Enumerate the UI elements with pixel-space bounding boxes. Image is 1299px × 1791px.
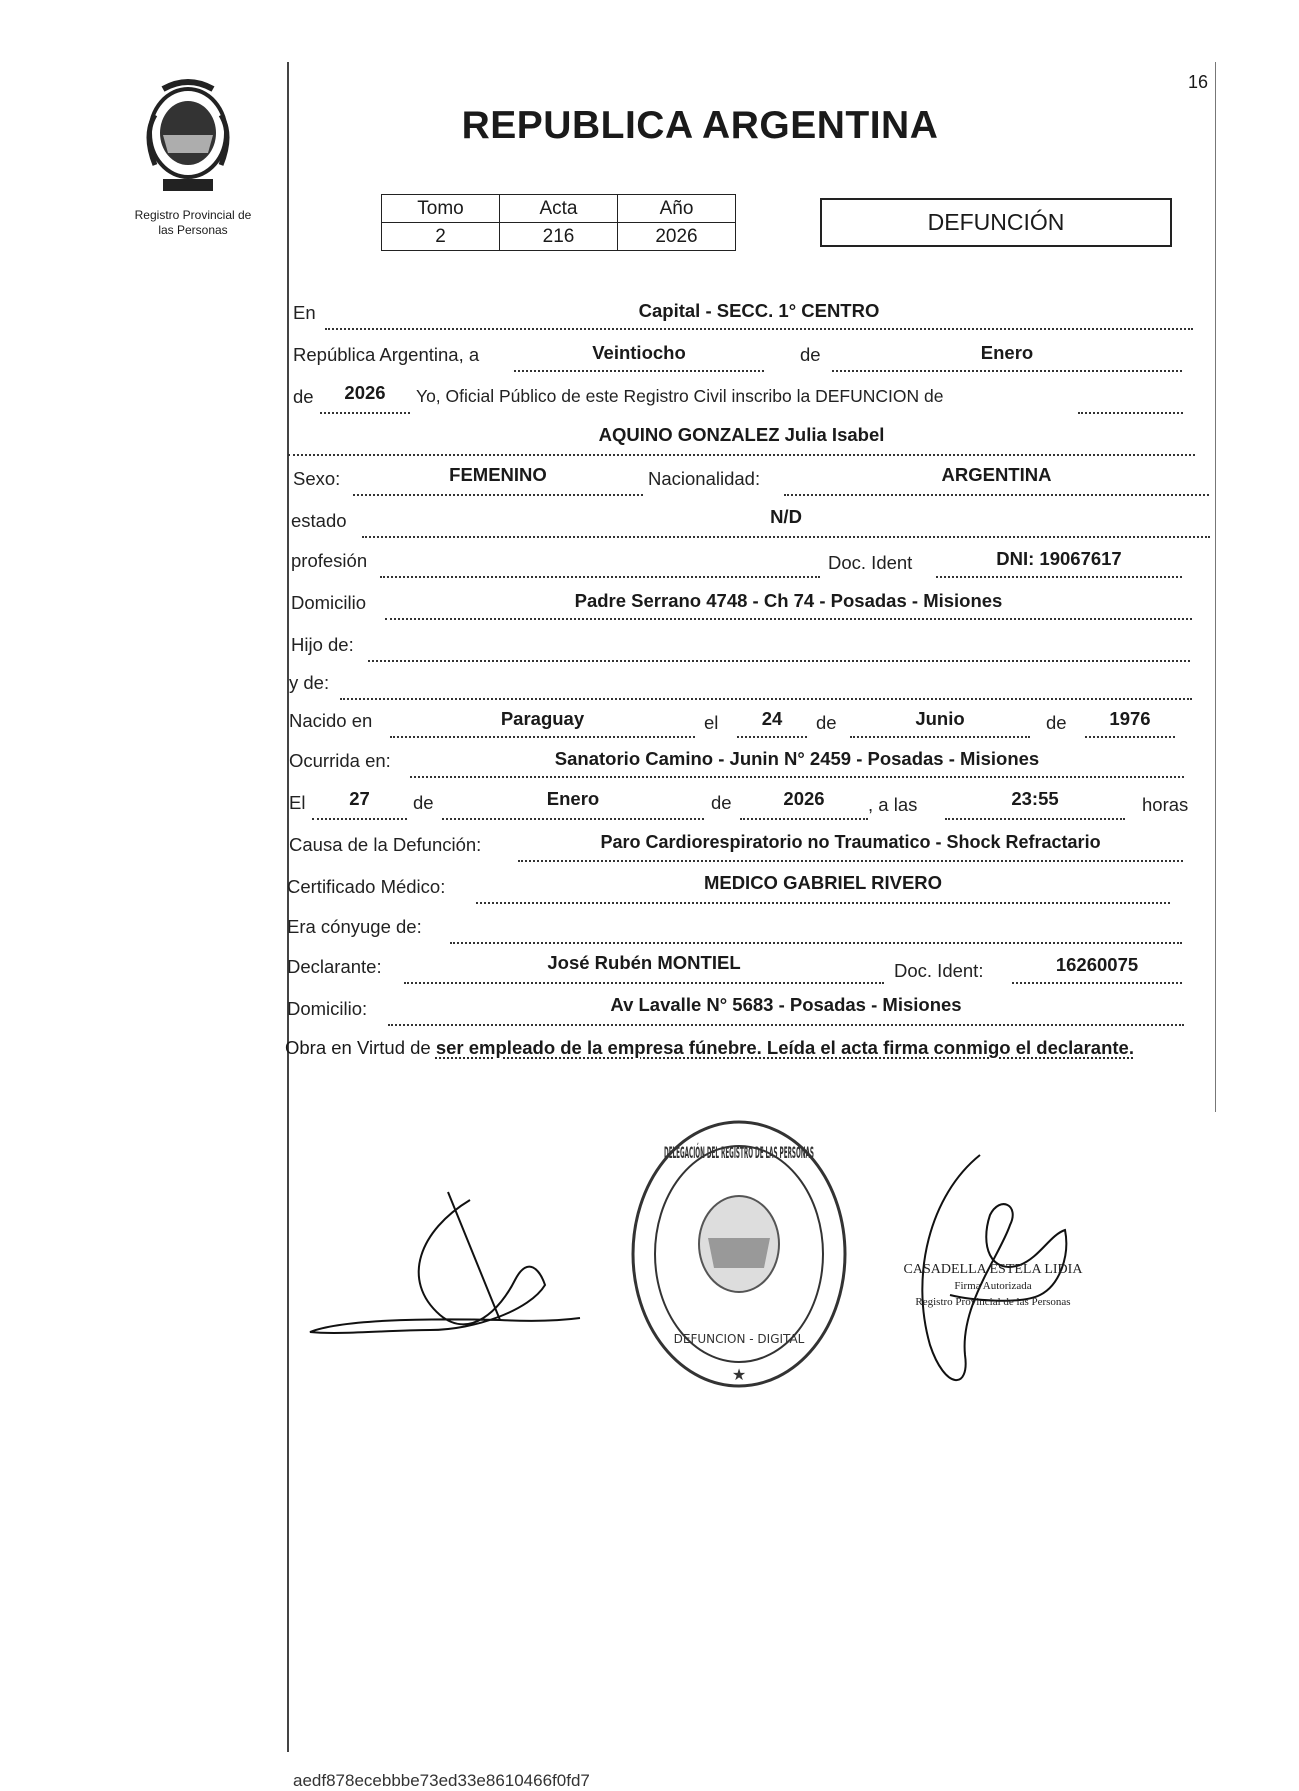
field-dia-palabras: Veintiocho <box>592 342 686 363</box>
field-hijo-de-line <box>368 634 1190 662</box>
label-en: En <box>293 302 316 323</box>
label-de-4: de <box>1046 712 1067 733</box>
label-hijo-de: Hijo de: <box>291 634 354 655</box>
document-hash: aedf878ecebbbe73ed33e8610466f0fd7 <box>293 1771 590 1790</box>
seal-outer-text: DELEGACIÓN DEL REGISTRO DE LAS PERSONAS <box>664 1143 814 1162</box>
registry-seal-icon <box>628 1118 850 1390</box>
registry-caption <box>108 208 278 238</box>
field-def-dia: 27 <box>349 788 370 809</box>
page-number: 16 <box>1188 72 1209 92</box>
label-horas: horas <box>1142 794 1189 815</box>
label-certificado: Certificado Médico: <box>287 876 446 897</box>
label-de-2: de <box>293 386 314 407</box>
field-def-hora: 23:55 <box>1011 788 1059 809</box>
field-certificado: MEDICO GABRIEL RIVERO <box>703 872 943 893</box>
registry-caption-line-2: las Personas <box>158 223 228 237</box>
field-def-anio: 2026 <box>783 788 825 809</box>
label-causa: Causa de la Defunción: <box>289 834 482 855</box>
label-domicilio-2: Domicilio: <box>287 998 368 1019</box>
reference-table-value-row <box>382 223 736 251</box>
page-title: REPUBLICA ARGENTINA <box>461 104 939 147</box>
label-de-3: de <box>816 712 837 733</box>
label-profesion: profesión <box>291 550 368 571</box>
field-sexo: FEMENINO <box>449 464 547 485</box>
label-domicilio: Domicilio <box>291 592 367 613</box>
label-el-cap: El <box>289 792 306 813</box>
label-estado: estado <box>291 510 347 531</box>
obra-label: Obra en Virtud de <box>285 1037 431 1058</box>
field-lugar: Capital - SECC. 1° CENTRO <box>638 300 880 321</box>
label-sexo: Sexo: <box>293 468 341 489</box>
field-tail-line <box>1078 386 1183 414</box>
label-declarante: Declarante: <box>287 956 382 977</box>
field-profesion-line <box>380 550 820 578</box>
obra-motivo: ser empleado de la empresa fúnebre. Leída el acta firma conmigo el declarante. <box>435 1037 1134 1058</box>
field-nac-anio: 1976 <box>1109 708 1151 729</box>
label-de-5: de <box>413 792 434 813</box>
field-conyuge-line <box>450 916 1182 944</box>
label-nacido-en: Nacido en <box>289 710 373 731</box>
left-margin-rule <box>287 62 289 1752</box>
field-declarante-domicilio: Av Lavalle N° 5683 - Posadas - Misiones <box>610 994 962 1015</box>
reference-value-tomo: 2 <box>382 223 500 251</box>
seal-star-icon: ★ <box>731 1367 747 1384</box>
label-doc-ident-2: Doc. Ident: <box>894 960 984 981</box>
label-de-6: de <box>711 792 732 813</box>
label-rep-arg: República Argentina, a <box>293 344 480 365</box>
registry-caption-line-1: Registro Provincial de <box>134 208 252 222</box>
reference-header-tomo: Tomo <box>382 195 500 223</box>
provincial-emblem-icon <box>133 75 243 195</box>
official-signature-icon <box>300 1170 590 1350</box>
stamp-line-2: Registro Provincial de las Personas <box>915 1296 1071 1308</box>
stamp-line-1: Firma Autorizada <box>954 1280 1032 1292</box>
label-yo-oficial: Yo, Oficial Público de este Registro Civil inscribo la DEFUNCION de <box>416 386 944 406</box>
field-declarante: José Rubén MONTIEL <box>547 952 741 973</box>
reference-value-acta: 216 <box>500 223 618 251</box>
field-nacido-en: Paraguay <box>500 708 585 729</box>
field-nombre: AQUINO GONZALEZ Julia Isabel <box>598 424 885 445</box>
field-estado: N/D <box>770 506 802 527</box>
seal-inner-text: DEFUNCION - DIGITAL <box>673 1332 805 1346</box>
label-y-de: y de: <box>289 672 330 693</box>
field-causa: Paro Cardiorespiratorio no Traumatico - Shock Refractario <box>600 832 1101 852</box>
field-nac-mes: Junio <box>915 708 965 729</box>
reference-value-anio: 2026 <box>618 223 736 251</box>
reference-header-acta: Acta <box>500 195 618 223</box>
reference-table <box>381 194 736 251</box>
label-de-1: de <box>800 344 821 365</box>
field-y-de-line <box>340 672 1192 700</box>
obra-en-virtud-paragraph <box>285 1035 1205 1061</box>
label-el: el <box>704 712 719 733</box>
record-type-box: DEFUNCIÓN <box>820 198 1172 247</box>
right-margin-rule <box>1215 62 1216 1112</box>
field-declarante-doc: 16260075 <box>1055 954 1139 975</box>
signature-stamp <box>893 1262 1093 1310</box>
stamp-name: CASADELLA ESTELA LIDIA <box>903 1262 1083 1277</box>
field-ocurrida-en: Sanatorio Camino - Junin N° 2459 - Posadas - Misiones <box>554 748 1040 769</box>
field-nacionalidad: ARGENTINA <box>941 464 1052 485</box>
field-mes: Enero <box>980 342 1034 363</box>
label-nacionalidad: Nacionalidad: <box>648 468 761 489</box>
field-def-mes: Enero <box>546 788 600 809</box>
label-conyuge: Era cónyuge de: <box>287 916 422 937</box>
field-domicilio: Padre Serrano 4748 - Ch 74 - Posadas - Misiones <box>574 590 1003 611</box>
field-documento: DNI: 19067617 <box>996 548 1122 569</box>
reference-table-header-row <box>382 195 736 223</box>
label-doc-ident: Doc. Ident <box>828 552 913 573</box>
label-a-las: , a las <box>868 794 918 815</box>
field-nac-dia: 24 <box>761 708 783 729</box>
reference-header-anio: Año <box>618 195 736 223</box>
field-anio: 2026 <box>344 382 386 403</box>
label-ocurrida-en: Ocurrida en: <box>289 750 391 771</box>
